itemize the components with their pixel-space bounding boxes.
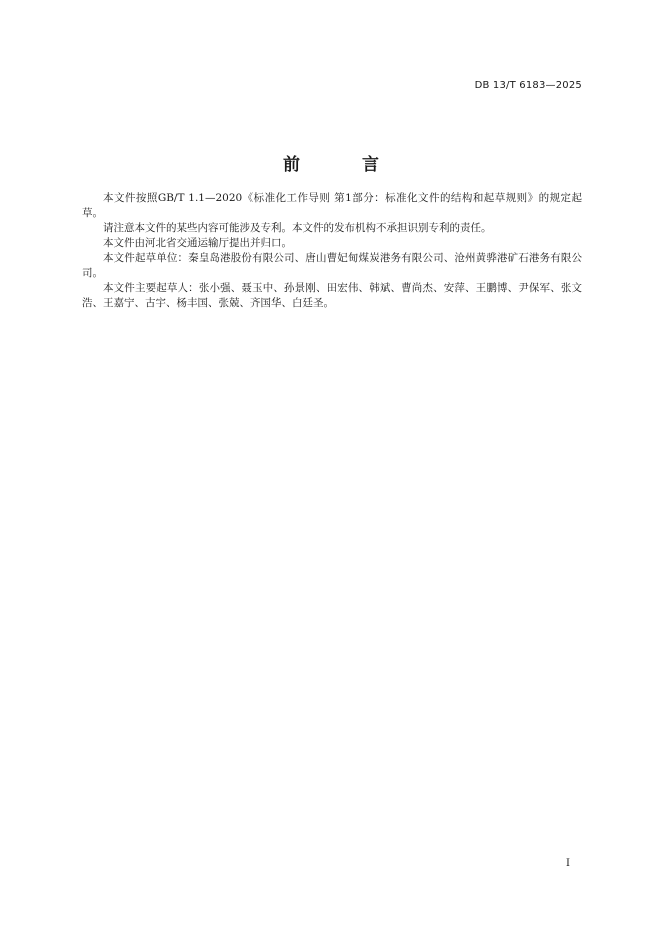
page-title: 前 言 bbox=[283, 155, 407, 175]
paragraph-proposer: 本文件由河北省交通运输厅提出并归口。 bbox=[103, 237, 292, 249]
paragraph-drafting-units: 本文件起草单位：秦皇岛港股份有限公司、唐山曹妃甸煤炭港务有限公司、沧州黄骅港矿石港务有限公司。 bbox=[82, 252, 582, 279]
page-number: I bbox=[566, 858, 570, 869]
foreword-body bbox=[82, 191, 582, 311]
document-code: DB 13/T 6183—2025 bbox=[474, 80, 582, 91]
paragraph-patent-notice: 请注意本文件的某些内容可能涉及专利。本文件的发布机构不承担识别专利的责任。 bbox=[103, 222, 492, 234]
paragraph-drafting-basis: 本文件按照GB/T 1.1—2020《标准化工作导则 第1部分：标准化文件的结构和起草规则》的规定起草。 bbox=[82, 192, 582, 219]
paragraph-drafters: 本文件主要起草人：张小强、聂玉中、孙景刚、田宏伟、韩斌、曹尚杰、安萍、王鹏博、尹保军、张文浩、王嘉宁、古宇、杨丰国、张兢、齐国华、白廷圣。 bbox=[82, 282, 582, 309]
